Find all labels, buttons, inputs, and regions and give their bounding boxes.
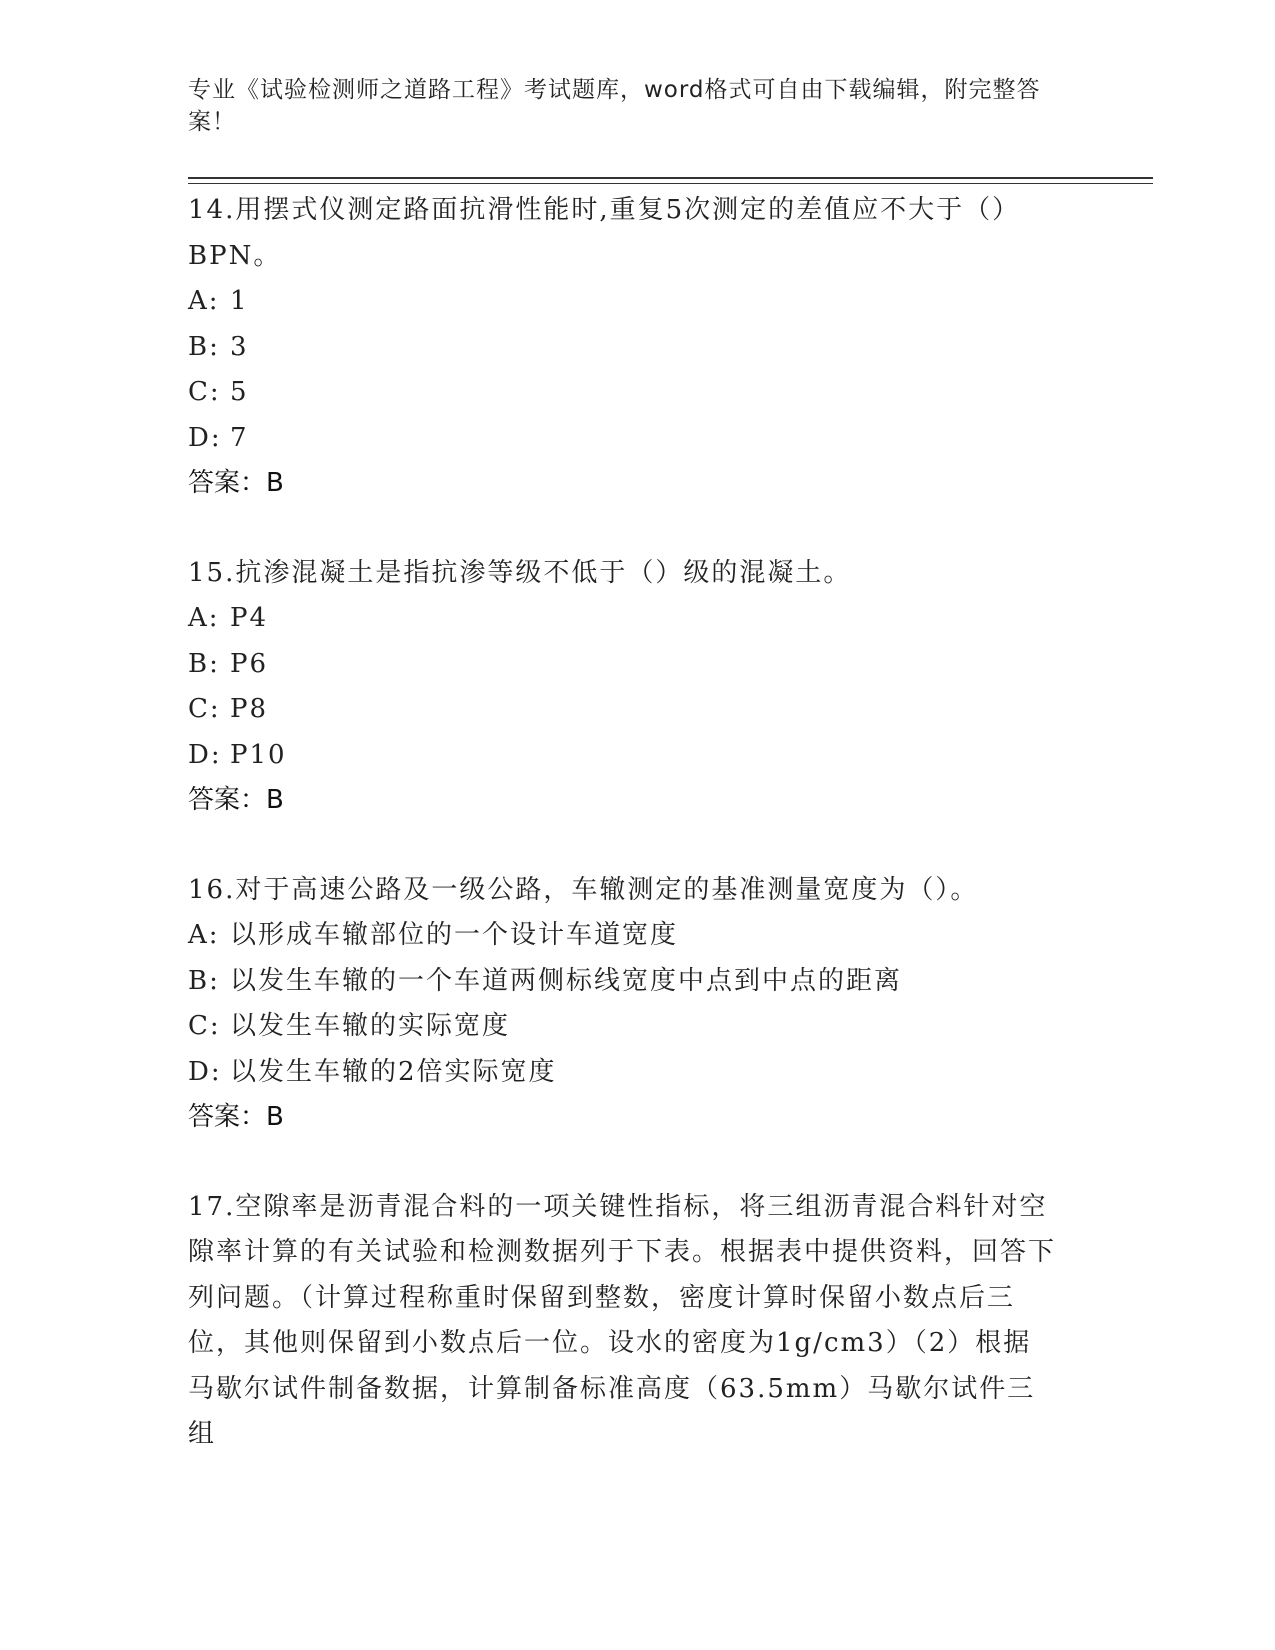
option-text: P10 bbox=[230, 739, 287, 770]
option-text: P8 bbox=[230, 694, 269, 724]
option-c bbox=[188, 1004, 1088, 1050]
option-a bbox=[188, 913, 1088, 959]
question-stem: 15.抗渗混凝土是指抗渗等级不低于（）级的混凝土。 bbox=[188, 557, 852, 588]
option-b bbox=[188, 642, 1088, 688]
question-15 bbox=[188, 551, 1088, 824]
option-key: D: bbox=[188, 1056, 222, 1087]
option-a bbox=[188, 596, 1088, 642]
option-b bbox=[188, 325, 1088, 371]
option-text: 以发生车辙的2倍实际宽度 bbox=[230, 1056, 557, 1087]
option-d bbox=[188, 1050, 1088, 1096]
option-key: B: bbox=[188, 965, 220, 996]
option-key: C: bbox=[188, 377, 221, 407]
question-17 bbox=[188, 1185, 1088, 1458]
option-d bbox=[188, 733, 1088, 779]
option-c bbox=[188, 370, 1088, 416]
question-stem: 17.空隙率是沥青混合料的一项关键性指标，将三组沥青混合料针对空隙率计算的有关试验和检测数据列于下表。根据表中提供资料，回答下列问题。（计算过程称重时保留到整数，密度计算时保留小数点后三位，其他则保留到小数点后一位。设水的密度为1g/cm3）（2）根据马歇尔试件制备数据，计算制备标准高度（63.5mm）马歇尔试件三组 bbox=[188, 1191, 1057, 1449]
header-divider-thin bbox=[188, 183, 1153, 184]
option-key: C: bbox=[188, 1011, 221, 1041]
question-list bbox=[188, 188, 1088, 1458]
document-header: 专业《试验检测师之道路工程》考试题库，word格式可自由下载编辑，附完整答案！ bbox=[188, 77, 1041, 135]
option-text: 1 bbox=[230, 286, 249, 316]
option-key: A: bbox=[188, 920, 220, 950]
option-text: P4 bbox=[230, 603, 269, 633]
option-text: 以发生车辙的一个车道两侧标线宽度中点到中点的距离 bbox=[230, 965, 903, 996]
option-a bbox=[188, 279, 1088, 325]
spacer bbox=[188, 824, 1088, 868]
question-16 bbox=[188, 868, 1088, 1141]
option-key: B: bbox=[188, 648, 220, 679]
option-text: P6 bbox=[230, 648, 269, 679]
spacer bbox=[188, 1141, 1088, 1185]
option-key: A: bbox=[188, 603, 220, 633]
option-text: 以形成车辙部位的一个设计车道宽度 bbox=[230, 920, 679, 950]
option-key: C: bbox=[188, 694, 221, 724]
answer-line: 答案：B bbox=[188, 1102, 284, 1132]
option-text: 以发生车辙的实际宽度 bbox=[230, 1011, 511, 1041]
option-b bbox=[188, 959, 1088, 1005]
header-divider-thick bbox=[188, 177, 1153, 179]
question-stem: 14.用摆式仪测定路面抗滑性能时,重复5次测定的差值应不大于（）BPN。 bbox=[188, 195, 1008, 271]
question-stem: 16.对于高速公路及一级公路，车辙测定的基准测量宽度为（）。 bbox=[188, 874, 979, 905]
answer-line: 答案：B bbox=[188, 785, 284, 815]
question-14 bbox=[188, 188, 1088, 507]
option-d bbox=[188, 416, 1088, 462]
option-c bbox=[188, 687, 1088, 733]
option-key: A: bbox=[188, 286, 220, 316]
option-key: D: bbox=[188, 422, 222, 453]
spacer bbox=[188, 507, 1088, 551]
answer-line: 答案：B bbox=[188, 468, 284, 498]
option-key: D: bbox=[188, 739, 222, 770]
option-text: 5 bbox=[230, 377, 249, 407]
option-key: B: bbox=[188, 331, 220, 362]
option-text: 3 bbox=[230, 331, 249, 362]
option-text: 7 bbox=[230, 422, 249, 453]
